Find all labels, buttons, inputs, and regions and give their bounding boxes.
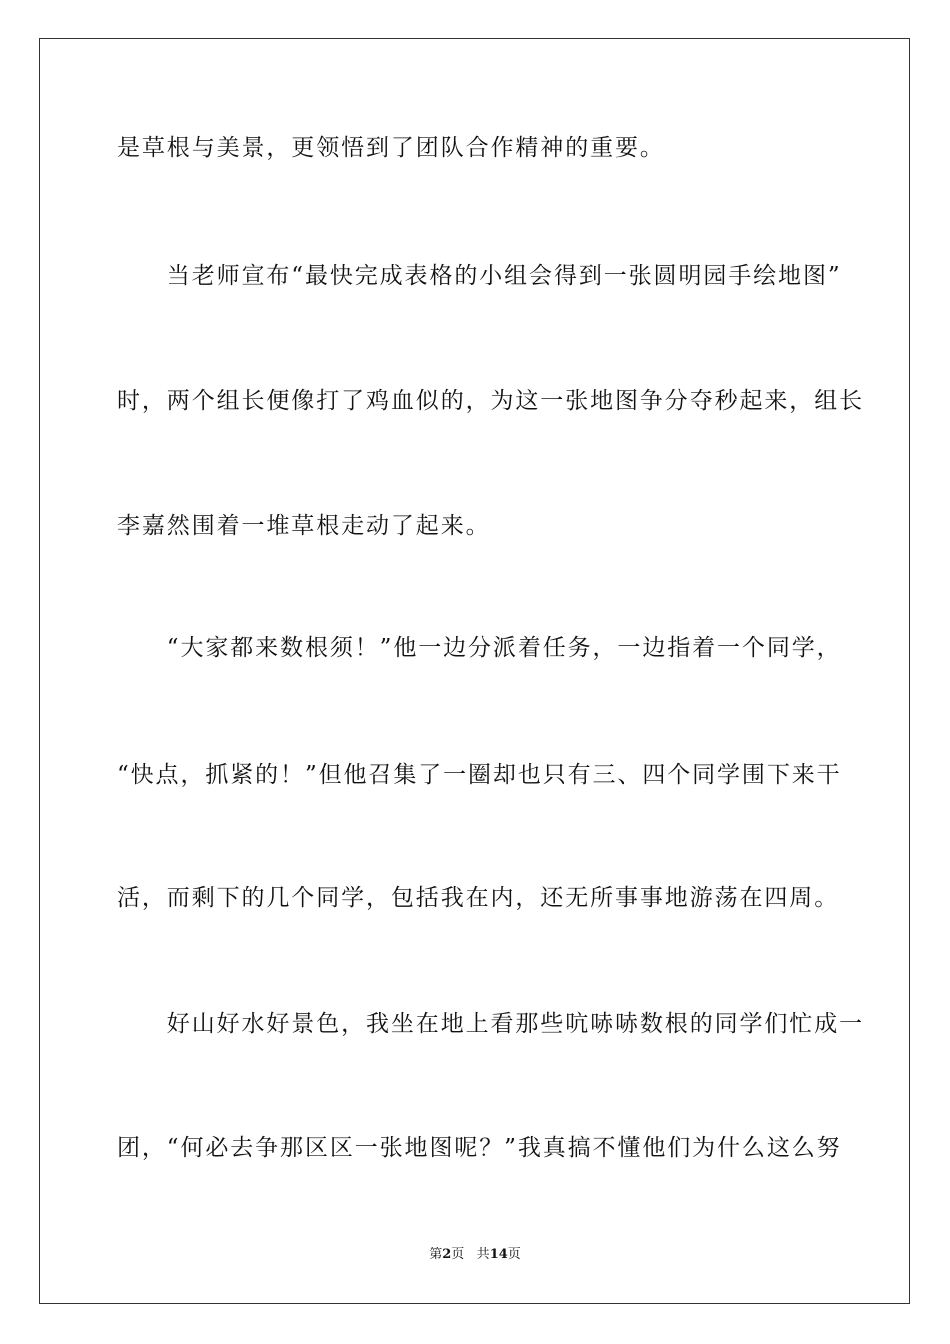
footer-total-suffix: 页: [507, 1247, 521, 1262]
body-line-9: 团，“何必去争那区区一张地图呢？”我真搞不懂他们为什么这么努: [117, 1135, 842, 1161]
footer-total-pages: 14: [489, 1247, 508, 1262]
footer-page-number: 2: [442, 1247, 452, 1262]
body-line-2: 当老师宣布“最快完成表格的小组会得到一张圆明园手绘地图”: [117, 263, 842, 289]
body-line-8: 好山好水好景色，我坐在地上看那些吭哧哧数根的同学们忙成一: [117, 1011, 864, 1037]
page-footer: [0, 1247, 950, 1263]
body-line-4: 李嘉然围着一堆草根走动了起来。: [117, 513, 491, 539]
page-border: [39, 38, 910, 1304]
body-line-5: “大家都来数根须！”他一边分派着任务，一边指着一个同学，: [117, 635, 842, 661]
footer-page-suffix: 页: [451, 1247, 465, 1262]
body-line-3: 时，两个组长便像打了鸡血似的，为这一张地图争分夺秒起来，组长: [117, 388, 864, 414]
footer-total-prefix: 共: [476, 1247, 490, 1262]
footer-page-prefix: 第: [429, 1247, 443, 1262]
body-line-1: 是草根与美景，更领悟到了团队合作精神的重要。: [117, 135, 665, 161]
body-line-7: 活，而剩下的几个同学，包括我在内，还无所事事地游荡在四周。: [117, 885, 840, 911]
body-line-6: “快点，抓紧的！”但他召集了一圈却也只有三、四个同学围下来干: [117, 762, 842, 788]
